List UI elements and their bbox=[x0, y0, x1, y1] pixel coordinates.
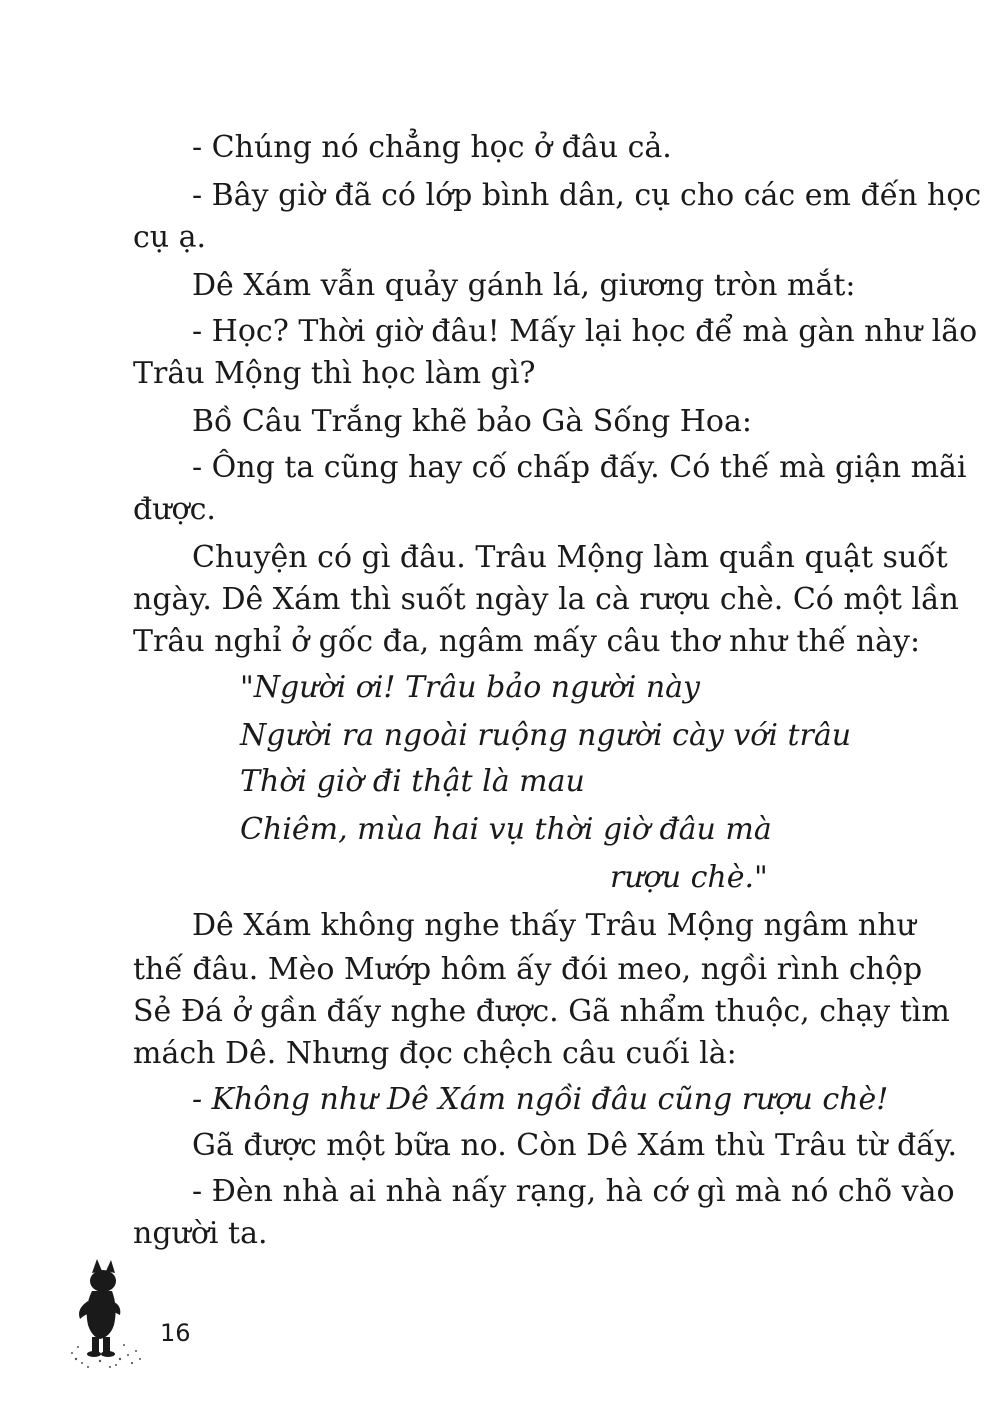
text-line: Chuyện có gì đâu. Trâu Mộng làm quần quật suốt bbox=[192, 540, 948, 575]
text-line: Trâu nghỉ ở gốc đa, ngâm mấy câu thơ như thế này: bbox=[133, 624, 921, 659]
text-line: Trâu Mộng thì học làm gì? bbox=[133, 356, 536, 391]
text-line: ngày. Dê Xám thì suốt ngày la cà rượu chè. Có một lần bbox=[133, 582, 959, 617]
poem-line: "Người ơi! Trâu bảo người này bbox=[240, 670, 700, 705]
text-line: - Không như Dê Xám ngồi đâu cũng rượu chè! bbox=[192, 1082, 889, 1117]
text-line: người ta. bbox=[133, 1216, 268, 1251]
text-line: Bồ Câu Trắng khẽ bảo Gà Sống Hoa: bbox=[192, 404, 752, 439]
poem-line: Chiêm, mùa hai vụ thời giờ đâu mà bbox=[240, 812, 772, 847]
text-line: mách Dê. Nhưng đọc chệch câu cuối là: bbox=[133, 1036, 737, 1071]
poem-line: Thời giờ đi thật là mau bbox=[240, 764, 585, 799]
text-line: - Bây giờ đã có lớp bình dân, cụ cho các em đến học bbox=[192, 178, 982, 213]
text-line: - Học? Thời giờ đâu! Mấy lại học để mà gàn như lão bbox=[192, 314, 978, 349]
page-number: 16 bbox=[160, 1319, 191, 1347]
cat-illustration-icon bbox=[70, 1255, 160, 1375]
poem-line: rượu chè." bbox=[610, 860, 768, 895]
text-line: Gã được một bữa no. Còn Dê Xám thù Trâu từ đấy. bbox=[192, 1128, 958, 1163]
poem-line: Người ra ngoài ruộng người cày với trâu bbox=[240, 718, 852, 753]
text-line: cụ ạ. bbox=[133, 220, 207, 255]
text-line: Dê Xám không nghe thấy Trâu Mộng ngâm như bbox=[192, 908, 916, 943]
text-line: - Đèn nhà ai nhà nấy rạng, hà cớ gì mà nó chõ vào bbox=[192, 1174, 955, 1209]
text-line: được. bbox=[133, 492, 216, 527]
text-line: Dê Xám vẫn quảy gánh lá, giương tròn mắt: bbox=[192, 268, 856, 303]
text-line: Sẻ Đá ở gần đấy nghe được. Gã nhẩm thuộc, chạy tìm bbox=[133, 994, 950, 1029]
text-line: - Ông ta cũng hay cố chấp đấy. Có thế mà giận mãi bbox=[192, 450, 967, 485]
text-line: thế đâu. Mèo Mướp hôm ấy đói meo, ngồi rình chộp bbox=[133, 952, 923, 987]
text-line: - Chúng nó chẳng học ở đâu cả. bbox=[192, 130, 672, 165]
